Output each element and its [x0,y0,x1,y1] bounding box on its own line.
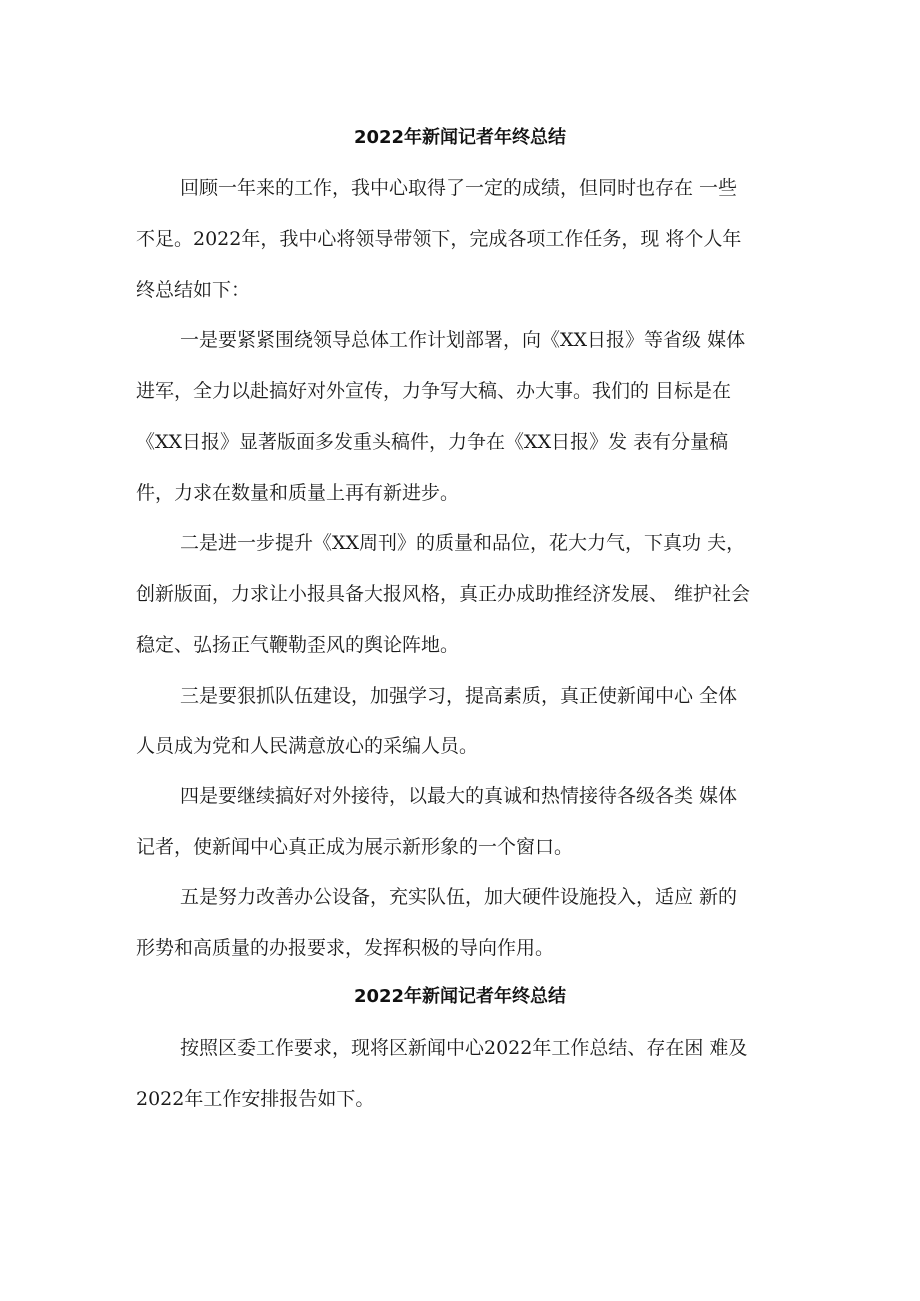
text-line: 件，力求在数量和质量上再有新进步。 [136,482,460,504]
text-line: 回顾一年来的工作，我中心取得了一定的成绩，但同时也存在 一些 [180,177,738,199]
text-line: 三是要狠抓队伍建设，加强学习，提高素质，真正使新闻中心 全体 [180,685,738,707]
document-title: 2022年新闻记者年终总结 [353,127,567,148]
text-line: 稳定、弘扬正气鞭勒歪风的舆论阵地。 [136,634,460,656]
text-line: 不足。2022年，我中心将领导带领下，完成各项工作任务，现 将个人年 [136,228,742,250]
text-line: 终总结如下： [136,279,251,301]
text-line: 创新版面，力求让小报具备大报风格，真正办成助推经济发展、 维护社会 [136,583,751,605]
section-title: 2022年新闻记者年终总结 [353,986,567,1007]
text-line: 2022年工作安排报告如下。 [136,1088,375,1110]
text-line: 二是进一步提升《XX周刊》的质量和品位，花大力气，下真功 夫， [180,532,746,554]
text-line: 人员成为党和人民满意放心的采编人员。 [136,735,479,757]
text-line: 五是努力改善办公设备，充实队伍，加大硬件设施投入，适应 新的 [180,886,738,908]
text-line: 《XX日报》显著版面多发重头稿件，力争在《XX日报》发 表有分量稿 [136,431,729,453]
text-line: 四是要继续搞好对外接待，以最大的真诚和热情接待各级各类 媒体 [180,785,738,807]
text-line: 一是要紧紧围绕领导总体工作计划部署，向《XX日报》等省级 媒体 [180,329,746,351]
text-line: 进军，全力以赴搞好对外宣传，力争写大稿、办大事。我们的 目标是在 [136,380,732,402]
text-line: 记者，使新闻中心真正成为展示新形象的一个窗口。 [136,836,574,858]
text-line: 形势和高质量的办报要求，发挥积极的导向作用。 [136,937,555,959]
text-line: 按照区委工作要求，现将区新闻中心2022年工作总结、存在困 难及 [180,1037,748,1059]
